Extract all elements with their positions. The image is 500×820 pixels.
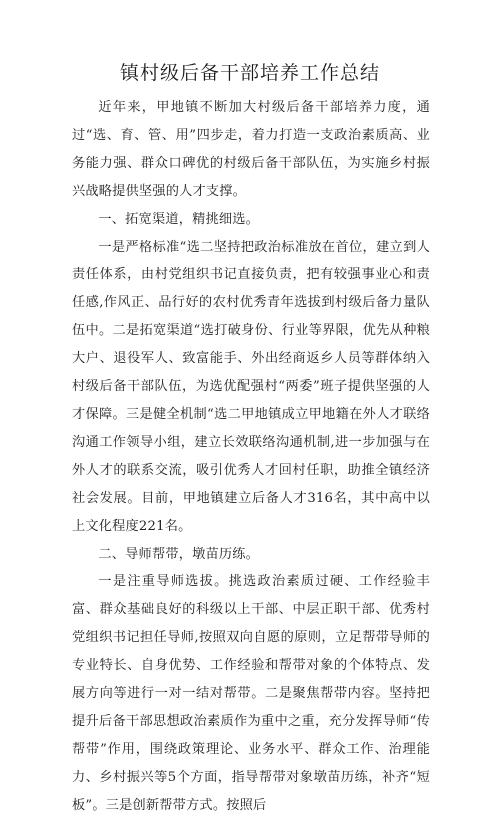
document-title: 镇村级后备干部培养工作总结	[119, 62, 380, 84]
section-heading-1: 一、拓宽渠道，精挑细选。	[98, 211, 260, 227]
document-body	[72, 94, 430, 820]
paragraph-intro: 近年来，甲地镇不断加大村级后备干部培养力度，通过“选、育、管、用”四步走，着力打造一支政治素质高、业务能力强、群众口碑优的村级后备干部队伍，为实施乡村振兴战略提供坚强的人才支撑。	[72, 100, 430, 199]
paragraph-section-2: 一是注重导师选拔。挑选政治素质过硬、工作经验丰富、群众基础良好的科级以上干部、中层正职干部、优秀村党组织书记担任导师,按照双向自愿的原则，立足帮带导师的专业特长、自身优势、工作经验和帮带对象的个体特点、发展方向等进行一对一结对帮带。二是聚焦帮带内容。坚持把提升后备干部思想政治素质作为重中之重，充分发挥导师“传帮带”作用，围绕政策理论、业务水平、群众工作、治理能力、乡村振兴等5个方面，指导帮带对象墩苗历练，补齐“短板”。三是创新帮带方式。按照后	[72, 574, 430, 813]
section-heading-2: 二、导师帮带，墩苗历练。	[98, 546, 260, 562]
paragraph-section-1: 一是严格标准“选二坚持把政治标准放在首位，建立到人责任体系，由村党组织书记直接负责，把有较强事业心和责任感,作风正、品行好的农村优秀青年选拔到村级后备力量队伍中。二是拓宽渠道“选打破身份、行业等界限，优先从种粮大户、退役军人、致富能手、外出经商返乡人员等群体纳入村级后备干部队伍，为选优配强村“两委”班子提供坚强的人才保障。三是健全机制“选二甲地镇成立甲地籍在外人才联络沟通工作领导小组，建立长效联络沟通机制,进一步加强与在外人才的联系交流，吸引优秀人才回村任职，助推全镇经济社会发展。目前，甲地镇建立后备人才316名，其中高中以上文化程度221名。	[72, 239, 430, 534]
